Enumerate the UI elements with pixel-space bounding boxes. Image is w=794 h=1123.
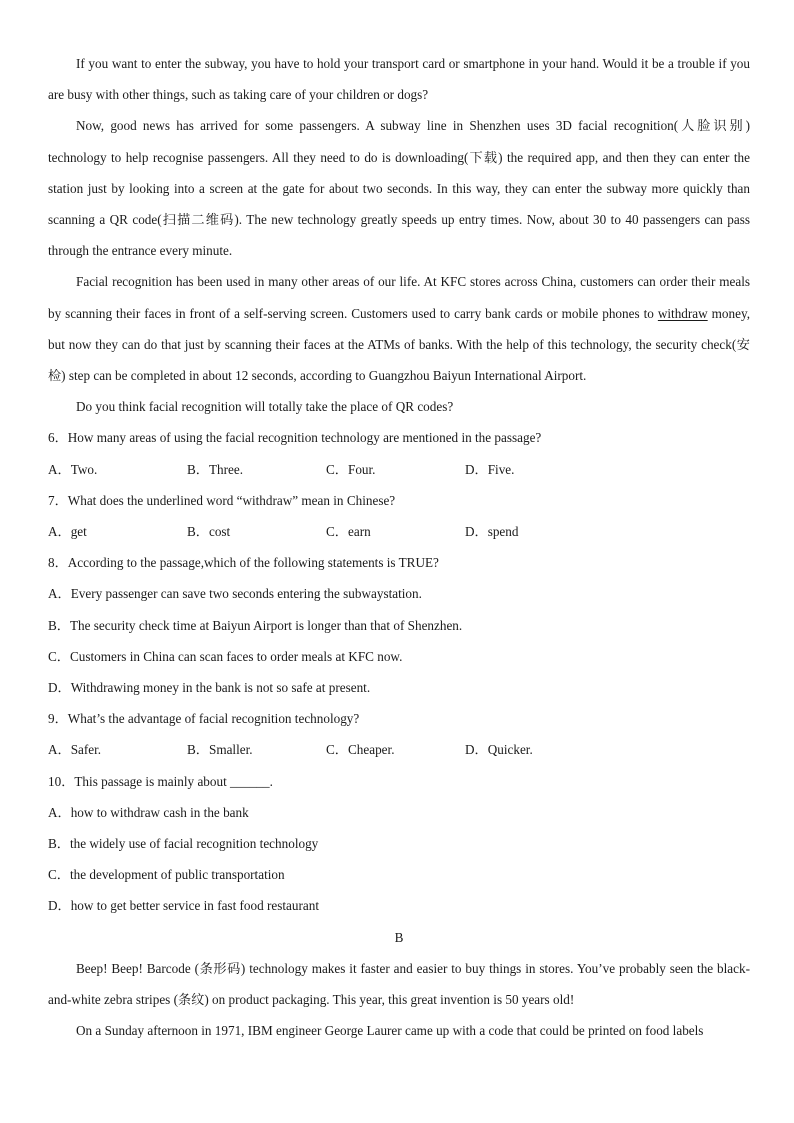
document-page: [48, 48, 750, 1047]
question-9-option-a: A．Safer.: [48, 742, 102, 758]
question-6-option-d: D．Five.: [465, 461, 515, 477]
question-6-option-b: B．Three.: [187, 461, 244, 477]
passage-b-heading: B: [394, 929, 404, 945]
question-9-options: [48, 734, 750, 765]
question-7-option-c: C．earn: [326, 524, 371, 540]
passage-a-paragraph-1: If you want to enter the subway, you have to hold your transport card or smartphone in your hand. Would it be a trouble if you are busy with other things, such as taking care of your children or dogs?: [48, 56, 750, 103]
question-6-stem: 6．How many areas of using the facial recognition technology are mentioned in the passage?: [48, 430, 542, 446]
question-8-option-a: A．Every passenger can save two seconds entering the subwaystation.: [48, 586, 422, 602]
question-9-option-b: B．Smaller.: [187, 742, 253, 758]
question-8-option-b: B．The security check time at Baiyun Airport is longer than that of Shenzhen.: [48, 617, 463, 633]
question-10-option-c: C．the development of public transportation: [48, 867, 285, 883]
question-8-option-d: D．Withdrawing money in the bank is not so safe at present.: [48, 680, 371, 696]
question-8-stem: 8．According to the passage,which of the following statements is TRUE?: [48, 555, 439, 571]
question-7-options: [48, 516, 750, 547]
question-10-option-d: D．how to get better service in fast food restaurant: [48, 898, 319, 914]
paragraph-3-text-start: Facial recognition has been used in many other areas of our life. At KFC stores across China, customers can order their meals by scanning their faces in front of a self-serving screen. Customers used to carry bank cards or mobile phones to: [48, 274, 750, 321]
passage-b-paragraph-1: Beep! Beep! Barcode (条形码) technology makes it faster and easier to buy things in stores. You’ve probably seen the black-and-white zebra stripes (条纹) on product packaging. This year, this great invention is 50 years old!: [48, 960, 750, 1008]
question-8-option-c: C．Customers in China can scan faces to order meals at KFC now.: [48, 648, 403, 664]
question-6-options: [48, 454, 750, 485]
question-10-stem: 10．This passage is mainly about ______.: [48, 773, 273, 789]
question-7-option-b: B．cost: [187, 524, 231, 540]
question-7-stem: 7．What does the underlined word “withdraw” mean in Chinese?: [48, 492, 396, 508]
question-6-option-a: A．Two.: [48, 461, 98, 477]
question-6-option-c: C．Four.: [326, 461, 376, 477]
underlined-word-withdraw: withdraw: [657, 305, 708, 321]
question-10-option-b: B．the widely use of facial recognition technology: [48, 836, 319, 852]
passage-a-paragraph-2: Now, good news has arrived for some passengers. A subway line in Shenzhen uses 3D facial recognition(人脸识别) technology to help recognise passengers. All they need to do is downloading(下载) the required app, and then they can enter the station just by looking into a screen at the gate for about two seconds. In this way, they can enter the subway more quickly than scanning a QR code(扫描二维码). The new technology greatly speeds up entry times. Now, about 30 to 40 passengers can pass through the entrance every minute.: [48, 118, 750, 259]
question-10-option-a: A．how to withdraw cash in the bank: [48, 804, 249, 820]
question-7-option-d: D．spend: [465, 524, 519, 540]
passage-a-paragraph-3: [48, 266, 750, 391]
paragraph-3-text-end: money, but now they can do that just by scanning their faces at the ATMs of banks. With the help of this technology, the security check(安检) step can be completed in about 12 seconds, according to Guangzhou Baiyun International Airport.: [48, 305, 751, 384]
question-9-option-d: D．Quicker.: [465, 742, 533, 758]
passage-a-paragraph-4: Do you think facial recognition will totally take the place of QR codes?: [76, 399, 454, 415]
passage-b-paragraph-2: On a Sunday afternoon in 1971, IBM engineer George Laurer came up with a code that could be printed on food labels: [76, 1023, 704, 1039]
question-7-option-a: A．get: [48, 524, 87, 540]
question-9-option-c: C．Cheaper.: [326, 742, 395, 758]
question-9-stem: 9．What’s the advantage of facial recognition technology?: [48, 711, 360, 727]
